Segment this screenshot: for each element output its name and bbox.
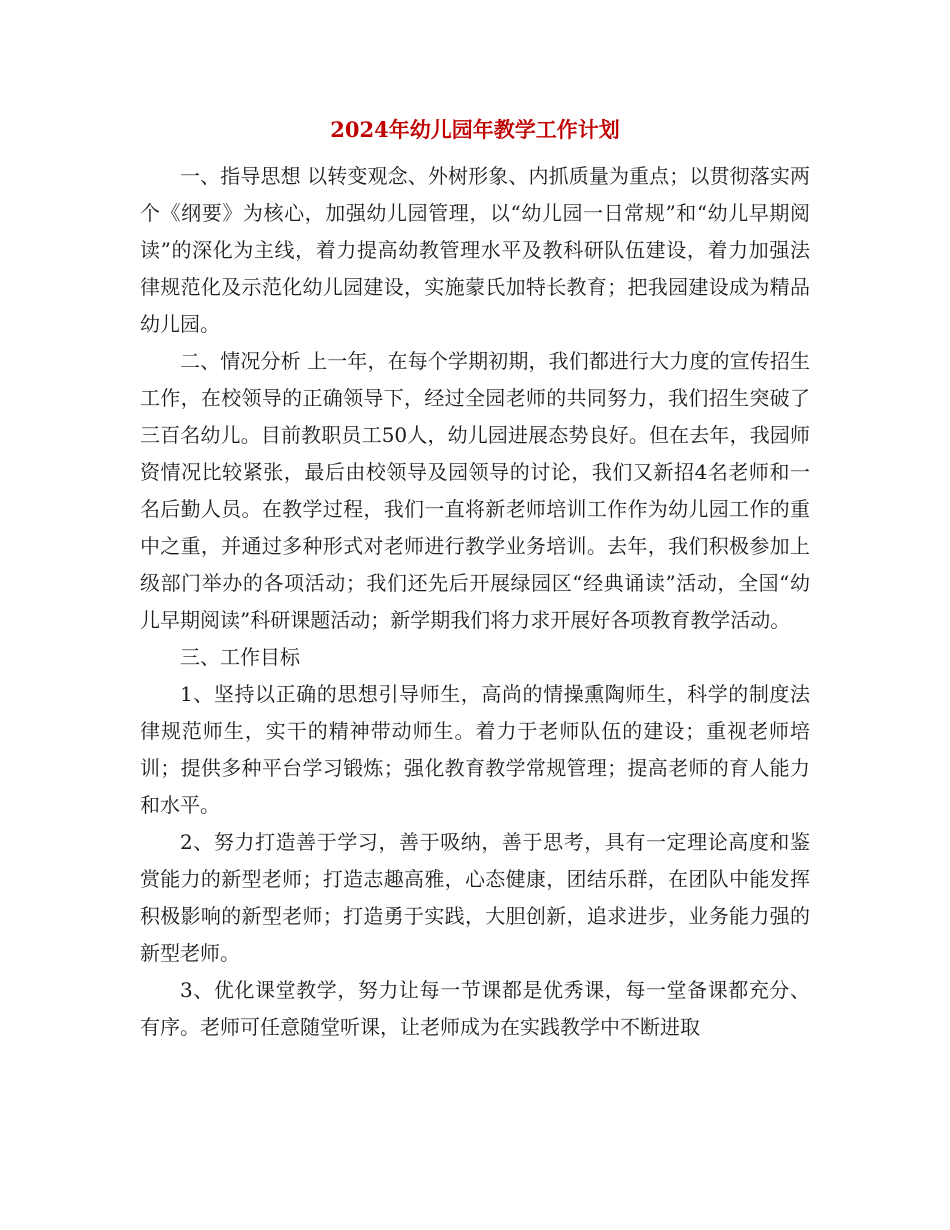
paragraph-goal-3: 3、优化课堂教学，努力让每一节课都是优秀课，每一堂备课都充分、有序。老师可任意随堂听课，让老师成为在实践教学中不断进取 [140, 978, 810, 1039]
document-title: 2024年幼儿园年教学工作计划 [330, 117, 620, 142]
paragraph-guiding-ideology: 一、指导思想 以转变观念、外树形象、内抓质量为重点；以贯彻落实两个《纲要》为核心，加强幼儿园管理，以“幼儿园一日常规”和“幼儿早期阅读”的深化为主线，着力提高幼教管理水平及教科研队伍建设，着力加强法律规范化及示范化幼儿园建设，实施蒙氏加特长教育；把我园建设成为精品幼儿园。 [140, 164, 810, 336]
paragraph-situation-analysis: 二、情况分析 上一年，在每个学期初期，我们都进行大力度的宣传招生工作，在校领导的正确领导下，经过全园老师的共同努力，我们招生突破了三百名幼儿。目前教职员工50人，幼儿园进展态势良好。但在去年，我园师资情况比较紧张，最后由校领导及园领导的讨论，我们又新招4名老师和一名后勤人员。在教学过程，我们一直将新老师培训工作作为幼儿园工作的重中之重，并通过多种形式对老师进行教学业务培训。去年，我们积极参加上级部门举办的各项活动；我们还先后开展绿园区“经典诵读”活动，全国“幼儿早期阅读”科研课题活动；新学期我们将力求开展好各项教育教学活动。 [140, 349, 810, 632]
paragraph-work-goals-heading: 三、工作目标 [180, 645, 300, 669]
paragraph-goal-1: 1、坚持以正确的思想引导师生，高尚的情操熏陶师生，科学的制度法律规范师生，实干的精神带动师生。着力于老师队伍的建设；重视老师培训；提供多种平台学习锻炼；强化教育教学常规管理；提高老师的育人能力和水平。 [140, 682, 810, 817]
paragraph-goal-2: 2、努力打造善于学习，善于吸纳，善于思考，具有一定理论高度和鉴赏能力的新型老师；打造志趣高雅，心态健康，团结乐群，在团队中能发挥积极影响的新型老师；打造勇于实践，大胆创新，追求进步，业务能力强的新型老师。 [140, 830, 810, 965]
